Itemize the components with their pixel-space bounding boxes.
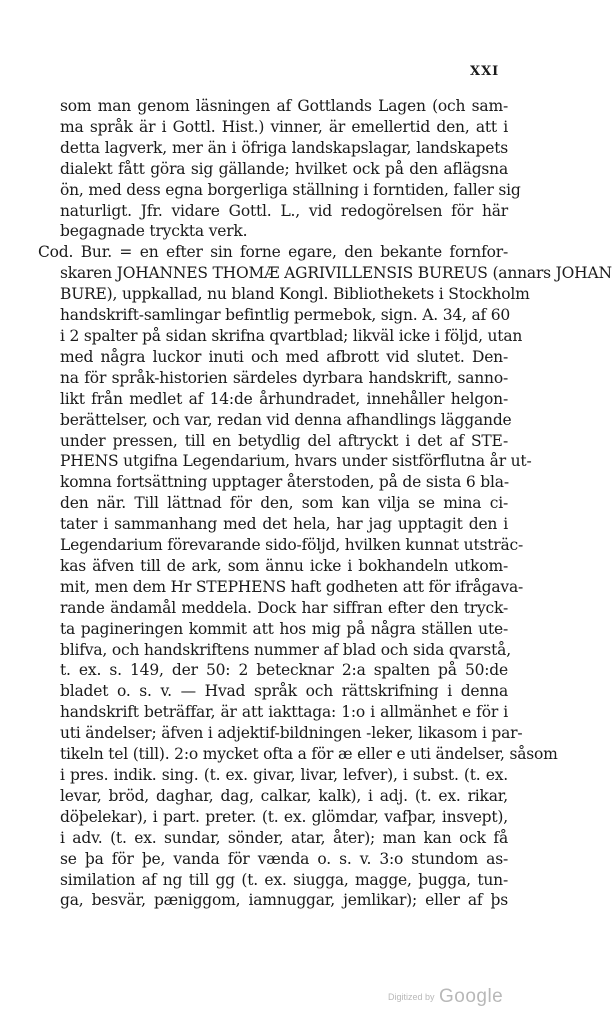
text-line: bladet o. s. v. — Hvad språk och rättskrifning i denna [60, 682, 508, 701]
text-line: tater i sammanhang med det hela, har jag upptagit den i [60, 515, 508, 534]
text-line: komna fortsättning upptager återstoden, på de sista 6 bla- [60, 473, 509, 492]
text-line: döþelekar), i part. preter. (t. ex. glömdar, vafþar, insvept), [60, 807, 508, 826]
text-line: skaren JOHANNES THOMÆ AGRIVILLENSIS BUREUS (annars JOHAN [60, 264, 612, 283]
text-line: uti ändelser; äfven i adjektif-bildningen -leker, likasom i par- [60, 724, 523, 743]
text-line: rande ändamål meddela. Dock har siffran efter den tryck- [60, 598, 508, 617]
paragraph-cod-bur [38, 242, 612, 911]
text-line: i adv. (t. ex. sundar, sönder, atar, åter); man kan ock få [60, 828, 508, 847]
text-line: detta lagverk, mer än i öfriga landskapslagar, landskapets [60, 138, 508, 157]
watermark-prefix: Digitized by [388, 992, 435, 1002]
text-line: handskrift-samlingar befintlig permebok, sign. A. 34, af 60 [60, 306, 511, 325]
text-line: dialekt fått göra sig gällande; hvilket ock på den aflägsna [60, 159, 508, 178]
text-line: mit, men dem Hr STEPHENS haft godheten att för ifrågava- [60, 577, 524, 596]
entry-heading-line: Cod. Bur. = en efter sin forne egare, den bekante fornfor- [38, 243, 508, 262]
text-line: PHENS utgifna Legendarium, hvars under sistförflutna år ut- [60, 452, 532, 471]
text-line: berättelser, och var, redan vid denna afhandlings läggande [60, 410, 512, 429]
text-line: med några luckor inuti och med afbrott vid slutet. Den- [60, 347, 508, 366]
text-line: naturligt. Jfr. vidare Gottl. L., vid redogörelsen för här [60, 201, 508, 220]
text-line: i 2 spalter på sidan skrifna qvartblad; likväl icke i följd, utan [60, 326, 523, 345]
text-line: som man genom läsningen af Gottlands Lagen (och sam- [60, 97, 508, 115]
body-text [38, 96, 612, 911]
google-watermark [388, 986, 503, 1008]
text-line: likt från medlet af 14:de århundradet, innehåller helgon- [60, 389, 508, 408]
text-line: den när. Till lättnad för den, som kan vilja se mina ci- [60, 494, 508, 513]
text-line: begagnade tryckta verk. [60, 222, 248, 241]
text-line: BURE), uppkallad, nu bland Kongl. Bibliothekets i Stockholm [60, 285, 530, 304]
text-line: i pres. indik. sing. (t. ex. givar, livar, lefver), i subst. (t. ex. [60, 766, 508, 784]
text-line: Legendarium förevarande sido-följd, hvilken kunnat utsträc- [60, 536, 524, 555]
text-line: tikeln tel (till). 2:o mycket ofta a för æ eller e uti ändelser, såsom [60, 745, 558, 764]
page-number: XXI [470, 64, 500, 79]
text-line: ta pagineringen kommit att hos mig på några ställen ute- [60, 619, 508, 638]
text-line: t. ex. s. 149, der 50: 2 betecknar 2:a spalten på 50:de [60, 661, 508, 680]
text-line: levar, bröd, daghar, dag, calkar, kalk), i adj. (t. ex. rikar, [60, 786, 508, 805]
text-line: blifva, och handskriftens nummer af blad och sida qvarstå, [60, 640, 511, 659]
text-line: na för språk-historien särdeles dyrbara handskrift, sanno- [60, 368, 508, 387]
text-line: se þa för þe, vanda för vænda o. s. v. 3:o stundom as- [60, 849, 508, 868]
text-line: under pressen, till en betydlig del aftryckt i det af STE- [60, 431, 508, 450]
text-line: kas äfven till de ark, som ännu icke i bokhandeln utkom- [60, 556, 508, 575]
text-line: ön, med dess egna borgerliga ställning i forntiden, faller sig [60, 180, 521, 199]
paragraph-gottland [60, 96, 521, 242]
google-logo-text: Google [438, 986, 504, 1007]
text-line: ga, besvär, pæniggom, iamnuggar, jemlikar); eller af þs [60, 891, 508, 910]
text-line: handskrift beträffar, är att iakttaga: 1:o i allmänhet e för i [60, 703, 508, 722]
text-line: ma språk är i Gottl. Hist.) vinner, är emellertid den, att i [60, 117, 508, 136]
text-line: similation af ng till gg (t. ex. siugga, magge, þugga, tun- [60, 870, 508, 889]
